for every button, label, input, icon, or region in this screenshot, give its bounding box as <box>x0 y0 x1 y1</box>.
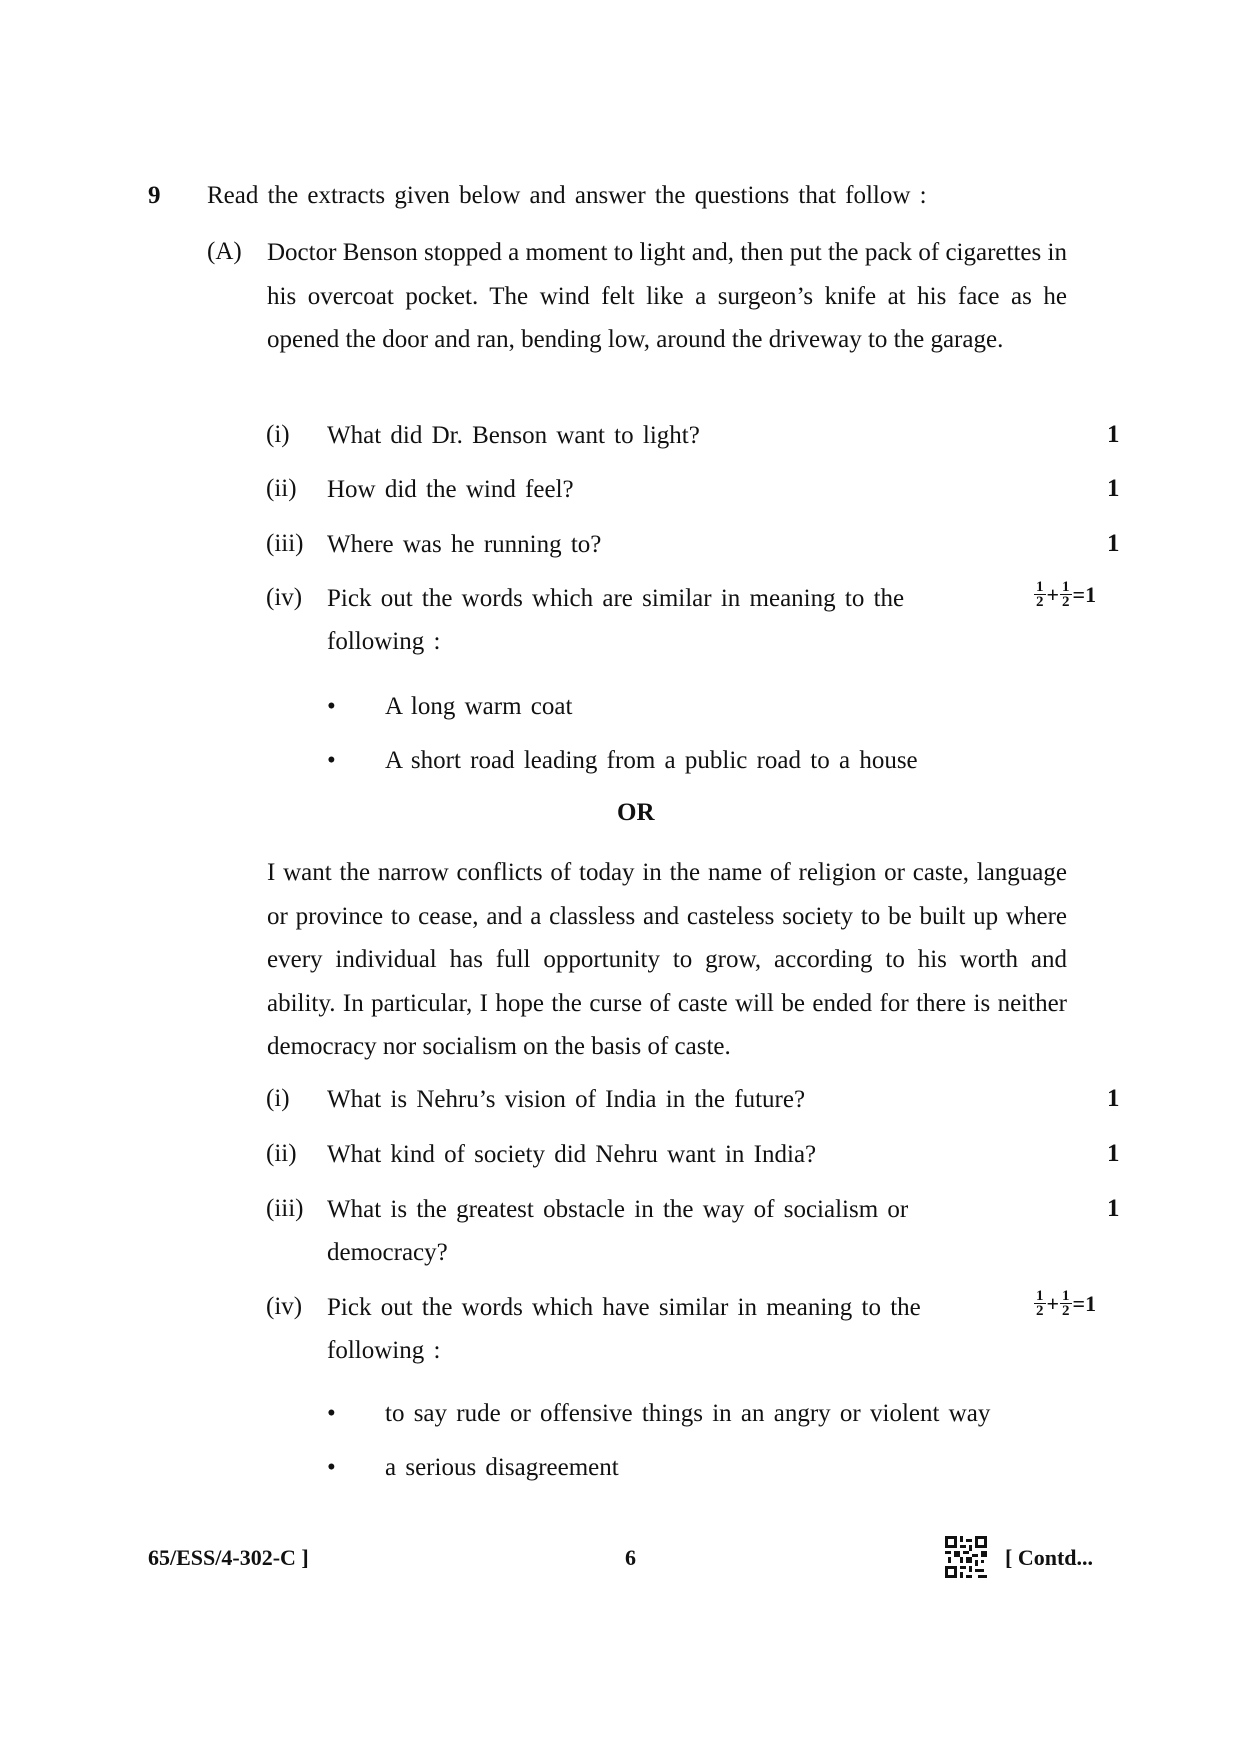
fraction-denominator: 2 <box>1062 594 1070 610</box>
sub-question: What did Dr. Benson want to light? <box>327 422 700 449</box>
fraction-total: 1 <box>1085 581 1097 607</box>
sub-label: (iv) <box>266 584 303 611</box>
bullet-text: a serious disagreement <box>385 1454 619 1481</box>
bullet: • <box>327 1454 336 1481</box>
sub-question: What kind of society did Nehru want in India? <box>327 1141 817 1168</box>
bullet-text: A long warm coat <box>385 693 573 720</box>
fraction-numerator: 1 <box>1062 579 1070 595</box>
fraction-denominator: 2 <box>1036 1303 1044 1319</box>
sub-question: What is the greatest obstacle in the way of socialism or democracy? <box>327 1196 909 1266</box>
marks: 1 <box>1107 1085 1120 1112</box>
continued-label: [ Contd... <box>1005 1545 1094 1570</box>
sub-question: Pick out the words which are similar in meaning to the following : <box>327 585 905 655</box>
fraction-numerator: 1 <box>1036 1288 1044 1304</box>
sub-label: (iii) <box>266 530 304 557</box>
fraction-numerator: 1 <box>1062 1288 1070 1304</box>
fraction-equals: = <box>1072 1290 1086 1316</box>
question-instruction: Read the extracts given below and answer the questions that follow : <box>207 182 927 209</box>
sub-question: How did the wind feel? <box>327 476 574 503</box>
sub-label: (i) <box>266 421 290 448</box>
fraction-equals: = <box>1072 581 1086 607</box>
fraction-total: 1 <box>1085 1290 1097 1316</box>
sub-question: Pick out the words which have similar in meaning to the following : <box>327 1294 921 1364</box>
bullet: • <box>327 693 336 720</box>
question-number: 9 <box>148 182 161 209</box>
bullet: • <box>327 1400 336 1427</box>
extract-a: Doctor Benson stopped a moment to light and, then put the pack of cigarettes in his overcoat pocket. The wind felt like a surgeon’s knife at his face as he opened the door and ran, bending low, around the driveway to the garage. <box>267 239 1067 353</box>
fraction-denominator: 2 <box>1062 1303 1070 1319</box>
sub-label: (iv) <box>266 1293 303 1320</box>
qr-code-icon <box>945 1536 987 1578</box>
sub-label: (ii) <box>266 475 297 502</box>
paper-code: 65/ESS/4-302-C ] <box>148 1545 309 1570</box>
marks: 1 <box>1107 1140 1120 1167</box>
bullet-text: A short road leading from a public road to a house <box>385 747 918 774</box>
page-number: 6 <box>625 1545 636 1570</box>
fraction-marks <box>1033 1289 1096 1318</box>
bullet-text: to say rude or offensive things in an angry or violent way <box>385 1400 991 1427</box>
fraction-plus: + <box>1046 1290 1060 1316</box>
sub-label: (iii) <box>266 1195 304 1222</box>
or-separator: OR <box>617 799 655 826</box>
fraction-numerator: 1 <box>1036 579 1044 595</box>
extract-b: I want the narrow conflicts of today in the name of religion or caste, language or province to cease, and a classless and casteless society to be built up where every individual has full opportunity to grow, according to his worth and ability. In particular, I hope the curse of caste will be ended for there is neither democracy nor socialism on the basis of caste. <box>267 859 1067 1060</box>
sub-question: What is Nehru’s vision of India in the future? <box>327 1086 806 1113</box>
sub-label: (i) <box>266 1085 290 1112</box>
sub-label: (ii) <box>266 1140 297 1167</box>
fraction-marks <box>1033 580 1096 609</box>
marks: 1 <box>1107 421 1120 448</box>
marks: 1 <box>1107 530 1120 557</box>
sub-question: Where was he running to? <box>327 531 602 558</box>
marks: 1 <box>1107 475 1120 502</box>
fraction-plus: + <box>1046 581 1060 607</box>
marks: 1 <box>1107 1195 1120 1222</box>
part-label: (A) <box>207 238 242 265</box>
bullet: • <box>327 747 336 774</box>
fraction-denominator: 2 <box>1036 594 1044 610</box>
